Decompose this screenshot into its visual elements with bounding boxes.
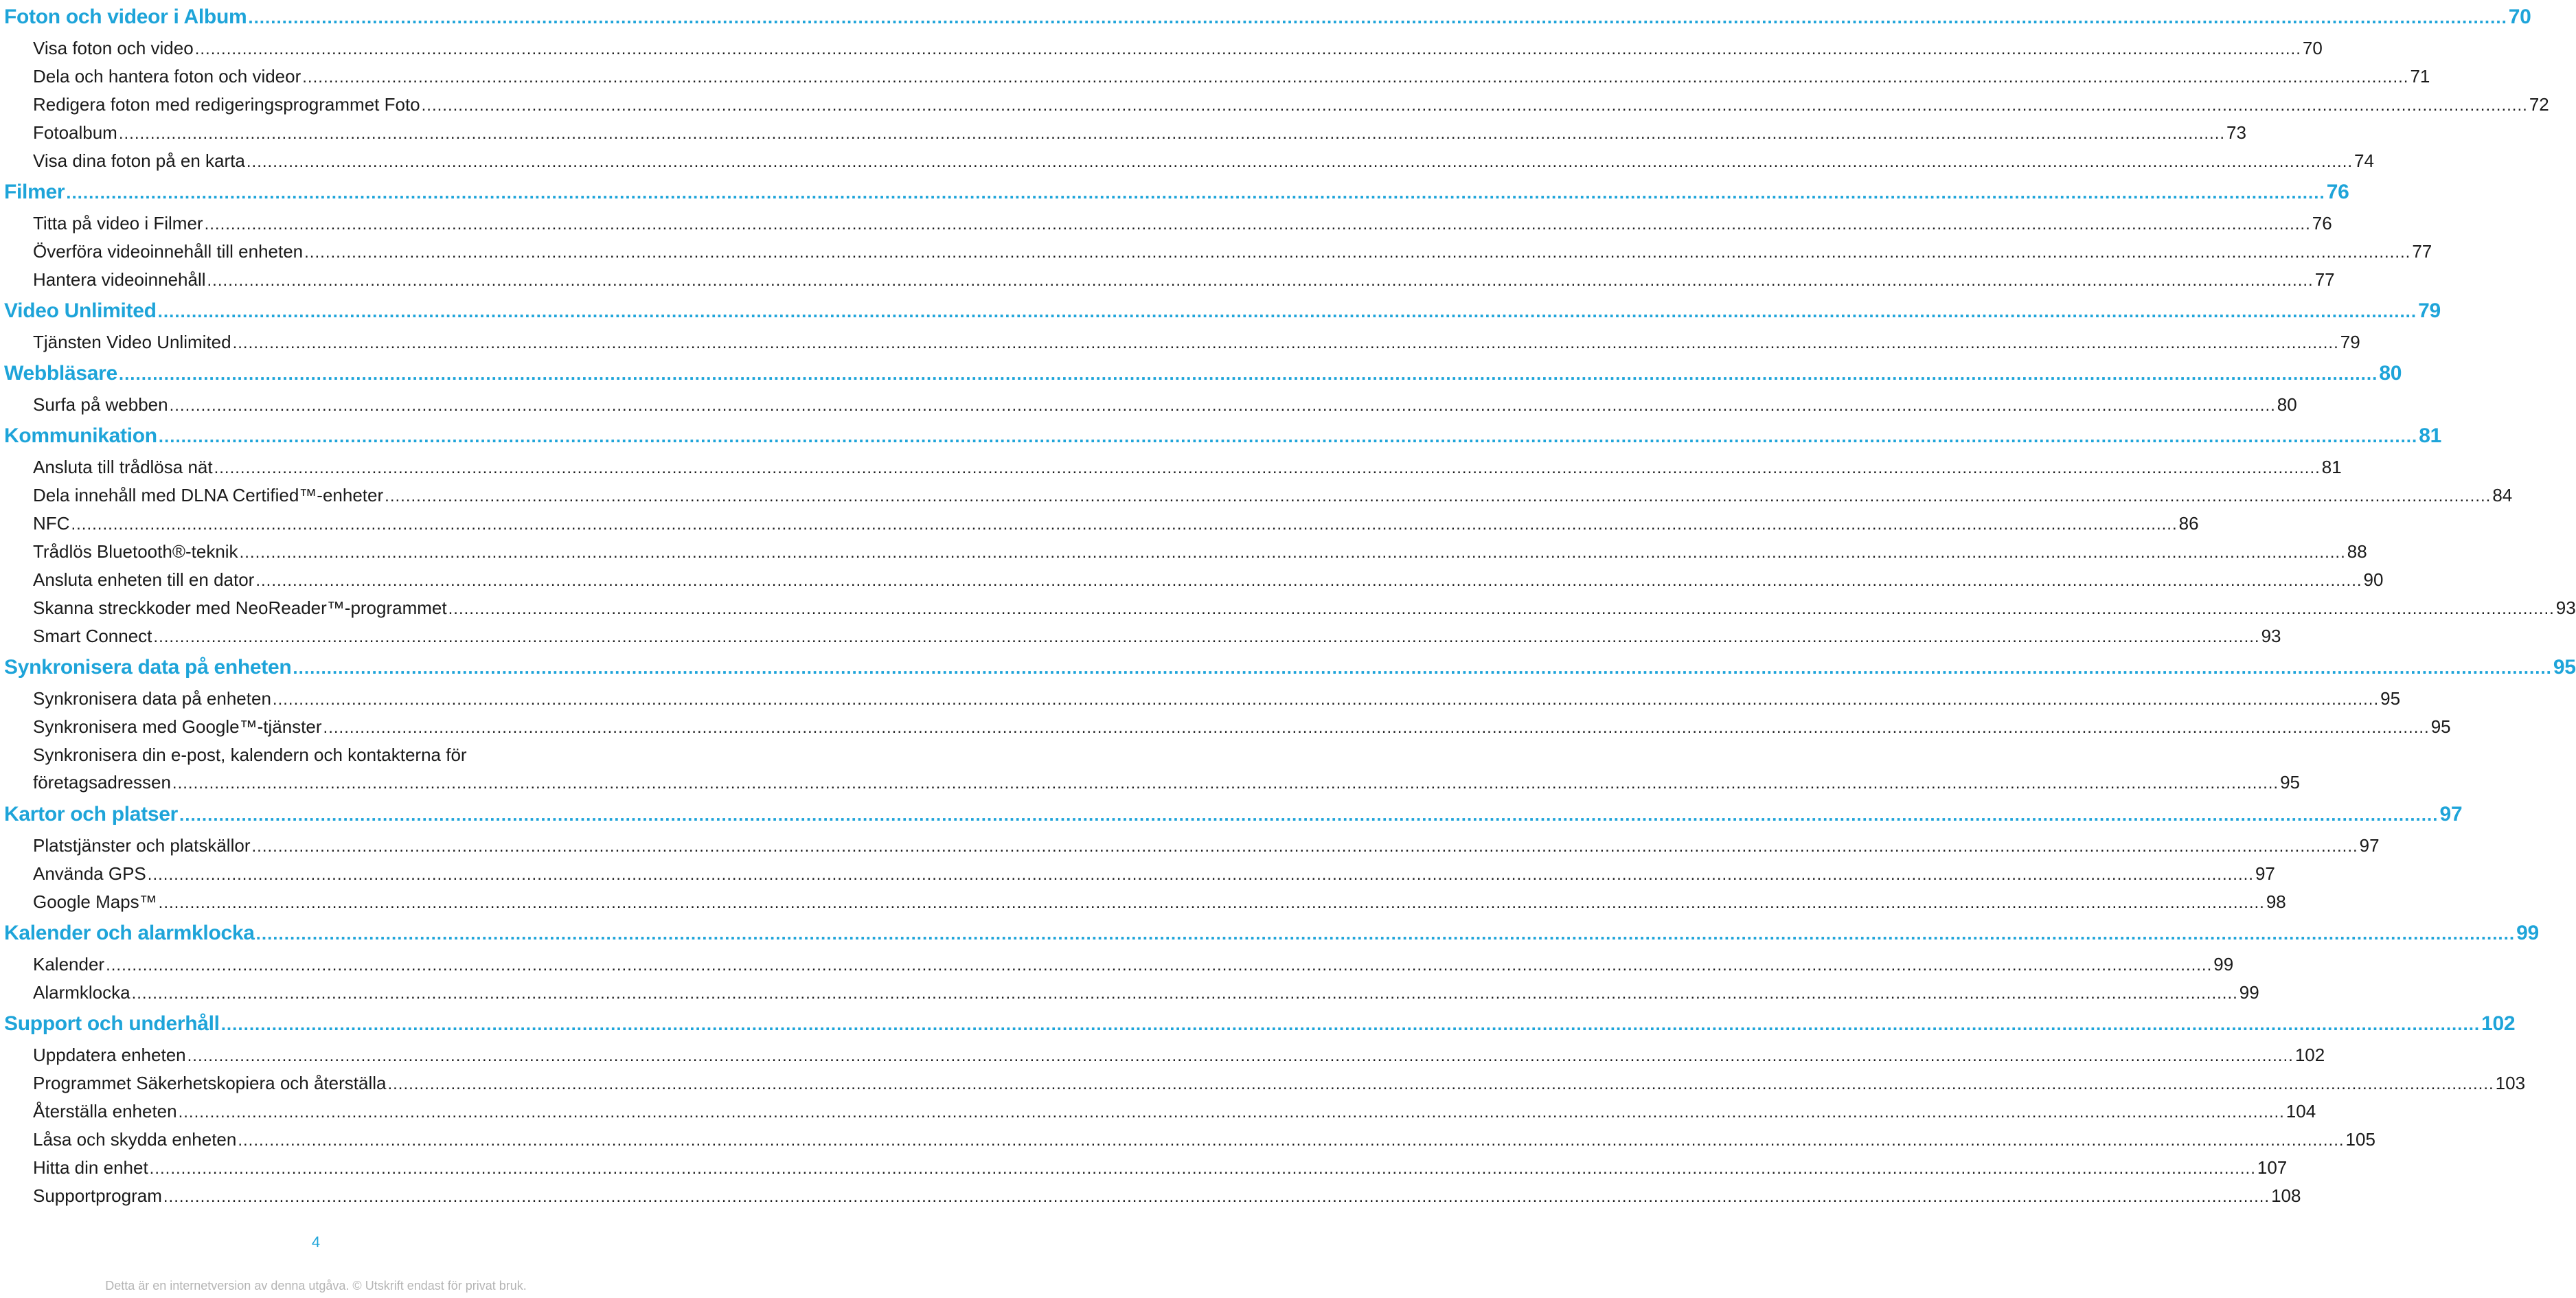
toc-page-number: 108 xyxy=(2271,1185,2301,1206)
toc-entry-title: Hantera videoinnehåll xyxy=(33,269,206,290)
toc-page-number: 107 xyxy=(2257,1157,2288,1178)
dot-leader: ................................................................................................................................................................................................................................................................................................................................................................................................................ xyxy=(178,1103,2285,1121)
page-number: 4 xyxy=(311,1233,321,1251)
toc-chapter-entry[interactable] xyxy=(4,419,2442,453)
dot-leader: ................................................................................................................................................................................................................................................................................................................................................................................................................ xyxy=(157,301,2417,321)
dot-leader: ................................................................................................................................................................................................................................................................................................................................................................................................................ xyxy=(71,515,2178,534)
dot-leader: ................................................................................................................................................................................................................................................................................................................................................................................................................ xyxy=(255,923,2516,944)
toc-page-number: 76 xyxy=(2326,181,2349,203)
toc-section-entry[interactable] xyxy=(4,979,2259,1007)
toc-entry-title: Kalender xyxy=(33,954,105,975)
dot-leader: ................................................................................................................................................................................................................................................................................................................................................................................................................ xyxy=(158,893,2265,912)
toc-section-entry[interactable] xyxy=(4,950,2234,979)
dot-leader: ................................................................................................................................................................................................................................................................................................................................................................................................................ xyxy=(179,804,2439,825)
toc-page-number: 99 xyxy=(2516,922,2539,944)
toc-entry-title: Visa foton och video xyxy=(33,38,194,58)
toc-section-entry[interactable] xyxy=(4,34,2323,62)
dot-leader: ................................................................................................................................................................................................................................................................................................................................................................................................................ xyxy=(66,182,2325,203)
toc-page-number: 97 xyxy=(2359,835,2380,856)
dot-leader: ................................................................................................................................................................................................................................................................................................................................................................................................................ xyxy=(118,363,2378,384)
toc-entry-title: Återställa enheten xyxy=(33,1101,177,1121)
toc-entry-title-continued-line xyxy=(33,768,2301,797)
toc-chapter-entry[interactable] xyxy=(4,356,2402,391)
dot-leader: ................................................................................................................................................................................................................................................................................................................................................................................................................ xyxy=(302,68,2409,87)
dot-leader: ................................................................................................................................................................................................................................................................................................................................................................................................................ xyxy=(272,690,2380,709)
toc-section-entry[interactable] xyxy=(4,91,2549,119)
toc-entry-title: Överföra videoinnehåll till enheten xyxy=(33,241,304,262)
toc-entry-title: Låsa och skydda enheten xyxy=(33,1129,237,1150)
toc-entry-title: Smart Connect xyxy=(33,626,152,646)
dot-leader: ................................................................................................................................................................................................................................................................................................................................................................................................................ xyxy=(194,40,2301,58)
toc-page-number: 102 xyxy=(2481,1012,2516,1035)
toc-entry-title: Platstjänster och platskällor xyxy=(33,835,251,856)
toc-page-number: 71 xyxy=(2410,66,2430,87)
toc-section-entry[interactable] xyxy=(4,453,2342,481)
toc-page-number: 76 xyxy=(2312,213,2332,234)
dot-leader: ................................................................................................................................................................................................................................................................................................................................................................................................................ xyxy=(118,124,2226,143)
toc-section-entry[interactable] xyxy=(4,566,2384,594)
dot-leader: ................................................................................................................................................................................................................................................................................................................................................................................................................ xyxy=(163,1187,2270,1206)
toc-page-number: 97 xyxy=(2255,863,2275,884)
toc-section-entry[interactable] xyxy=(4,538,2367,566)
toc-section-entry[interactable] xyxy=(4,685,2401,713)
dot-leader: ................................................................................................................................................................................................................................................................................................................................................................................................................ xyxy=(255,571,2362,590)
toc-chapter-entry[interactable] xyxy=(4,1007,2516,1041)
toc-chapter-entry[interactable] xyxy=(4,650,2576,685)
toc-entry-title: Webbläsare xyxy=(4,362,117,385)
toc-section-entry[interactable] xyxy=(4,713,2451,741)
toc-chapter-entry[interactable] xyxy=(4,294,2441,328)
toc-entry-title: Synkronisera data på enheten xyxy=(33,688,271,709)
toc-entry-title: Synkronisera din e-post, kalendern och kontakterna för xyxy=(33,744,467,765)
toc-page-number: 77 xyxy=(2314,269,2335,290)
toc-section-entry[interactable] xyxy=(4,860,2275,888)
toc-entry-title: Kalender och alarmklocka xyxy=(4,922,255,944)
toc-entry-title: Använda GPS xyxy=(33,863,146,884)
toc-page-number: 95 xyxy=(2553,656,2576,679)
toc-entry-title: Fotoalbum xyxy=(33,122,117,143)
toc-entry-title: Tjänsten Video Unlimited xyxy=(33,332,231,352)
dot-leader: ................................................................................................................................................................................................................................................................................................................................................................................................................ xyxy=(172,774,2279,793)
toc-entry-title: Synkronisera data på enheten xyxy=(4,656,292,679)
dot-leader: ................................................................................................................................................................................................................................................................................................................................................................................................................ xyxy=(169,396,2276,415)
toc-entry-title: Visa dina foton på en karta xyxy=(33,150,245,171)
toc-entry-title: Kommunikation xyxy=(4,424,157,447)
toc-entry-title: Dela innehåll med DLNA Certified™-enheter xyxy=(33,485,384,505)
toc-section-entry[interactable] xyxy=(4,510,2199,538)
toc-page-number: 95 xyxy=(2380,688,2401,709)
toc-entry-title: Uppdatera enheten xyxy=(33,1045,186,1065)
dot-leader: ................................................................................................................................................................................................................................................................................................................................................................................................................ xyxy=(238,1131,2345,1150)
toc-entry-title: Alarmklocka xyxy=(33,982,130,1003)
toc-page-number: 88 xyxy=(2347,541,2367,562)
toc-page-number: 80 xyxy=(2379,362,2402,385)
toc-section-entry[interactable] xyxy=(4,328,2360,356)
toc-chapter-entry[interactable] xyxy=(4,175,2349,209)
toc-section-entry[interactable] xyxy=(4,1041,2325,1069)
dot-leader: ................................................................................................................................................................................................................................................................................................................................................................................................................ xyxy=(131,984,2238,1003)
toc-page-number: 86 xyxy=(2178,513,2199,534)
toc-chapter-entry[interactable] xyxy=(4,0,2531,34)
toc-page-number: 84 xyxy=(2492,485,2513,505)
toc-section-entry[interactable] xyxy=(4,594,2576,622)
dot-leader: ................................................................................................................................................................................................................................................................................................................................................................................................................ xyxy=(147,865,2254,884)
toc-page-number: 93 xyxy=(2555,597,2576,618)
toc-page-number: 95 xyxy=(2430,716,2451,737)
toc-section-entry[interactable] xyxy=(4,238,2432,266)
toc-entry-title: Google Maps™ xyxy=(33,891,157,912)
dot-leader: ................................................................................................................................................................................................................................................................................................................................................................................................................ xyxy=(239,543,2346,562)
toc-page-number: 103 xyxy=(2495,1073,2526,1093)
toc-section-entry[interactable] xyxy=(4,832,2380,860)
toc-entry-title: Surfa på webben xyxy=(33,394,168,415)
toc-page-number: 90 xyxy=(2363,569,2384,590)
dot-leader: ................................................................................................................................................................................................................................................................................................................................................................................................................ xyxy=(304,243,2411,262)
toc-page-number: 70 xyxy=(2302,38,2323,58)
toc-chapter-entry[interactable] xyxy=(4,916,2539,950)
toc-page-number: 81 xyxy=(2419,424,2442,447)
dot-leader: ................................................................................................................................................................................................................................................................................................................................................................................................................ xyxy=(293,657,2552,678)
footer-note: Detta är en internetversion av denna utgåva. © Utskrift endast för privat bruk. xyxy=(105,1279,527,1293)
toc-page-number: 73 xyxy=(2226,122,2246,143)
toc-entry-title: Skanna streckkoder med NeoReader™-programmet xyxy=(33,597,447,618)
toc-entry-title: Foton och videor i Album xyxy=(4,5,247,28)
toc-page-number: 79 xyxy=(2340,332,2360,352)
toc-page-number: 93 xyxy=(2261,626,2281,646)
toc-entry-title: Trådlös Bluetooth®-teknik xyxy=(33,541,238,562)
toc-entry-title: Filmer xyxy=(4,181,65,203)
dot-leader: ................................................................................................................................................................................................................................................................................................................................................................................................................ xyxy=(323,718,2430,737)
toc-section-entry[interactable] xyxy=(4,147,2374,175)
toc-section-entry[interactable] xyxy=(4,1182,2301,1210)
toc-page-number: 70 xyxy=(2508,5,2531,28)
toc-section-entry[interactable] xyxy=(4,1097,2316,1126)
toc-section-entry[interactable] xyxy=(4,622,2281,650)
dot-leader: ................................................................................................................................................................................................................................................................................................................................................................................................................ xyxy=(158,426,2418,446)
toc-entry-title: Dela och hantera foton och videor xyxy=(33,66,301,87)
toc-section-entry[interactable] xyxy=(4,119,2246,147)
toc-section-entry[interactable] xyxy=(4,888,2286,916)
toc-chapter-entry[interactable] xyxy=(4,797,2463,832)
toc-section-entry[interactable] xyxy=(4,209,2332,238)
toc-section-entry[interactable] xyxy=(4,741,2301,797)
dot-leader: ................................................................................................................................................................................................................................................................................................................................................................................................................ xyxy=(251,837,2358,856)
toc-page-number: 81 xyxy=(2321,457,2342,477)
dot-leader: ................................................................................................................................................................................................................................................................................................................................................................................................................ xyxy=(204,215,2311,234)
table-of-contents xyxy=(4,0,2576,1210)
toc-entry-title: Ansluta till trådlösa nät xyxy=(33,457,213,477)
toc-section-entry[interactable] xyxy=(4,1126,2375,1154)
toc-entry-title: Redigera foton med redigeringsprogrammet Foto xyxy=(33,94,420,115)
dot-leader: ................................................................................................................................................................................................................................................................................................................................................................................................................ xyxy=(187,1047,2294,1065)
dot-leader: ................................................................................................................................................................................................................................................................................................................................................................................................................ xyxy=(220,1014,2481,1034)
dot-leader: ................................................................................................................................................................................................................................................................................................................................................................................................................ xyxy=(248,7,2507,27)
dot-leader: ................................................................................................................................................................................................................................................................................................................................................................................................................ xyxy=(421,96,2528,115)
toc-page-number: 95 xyxy=(2280,772,2301,793)
toc-entry-title: Supportprogram xyxy=(33,1185,162,1206)
toc-section-entry[interactable] xyxy=(4,1154,2288,1182)
dot-leader: ................................................................................................................................................................................................................................................................................................................................................................................................................ xyxy=(149,1159,2256,1178)
dot-leader: ................................................................................................................................................................................................................................................................................................................................................................................................................ xyxy=(232,334,2339,352)
toc-page-number: 74 xyxy=(2354,150,2374,171)
toc-section-entry[interactable] xyxy=(4,62,2430,91)
toc-page-number: 99 xyxy=(2213,954,2234,975)
dot-leader: ................................................................................................................................................................................................................................................................................................................................................................................................................ xyxy=(106,956,2213,975)
toc-entry-title: Kartor och platser xyxy=(4,803,178,826)
toc-section-entry[interactable] xyxy=(4,1069,2526,1097)
toc-entry-title-continued: företagsadressen xyxy=(33,772,171,793)
toc-page-number: 77 xyxy=(2412,241,2432,262)
toc-page-number: 104 xyxy=(2286,1101,2316,1121)
toc-page-number: 72 xyxy=(2529,94,2549,115)
toc-entry-title: Synkronisera med Google™-tjänster xyxy=(33,716,322,737)
toc-entry-title: Hitta din enhet xyxy=(33,1157,148,1178)
dot-leader: ................................................................................................................................................................................................................................................................................................................................................................................................................ xyxy=(153,628,2260,646)
toc-page-number: 105 xyxy=(2345,1129,2375,1150)
toc-entry-title: NFC xyxy=(33,513,70,534)
dot-leader: ................................................................................................................................................................................................................................................................................................................................................................................................................ xyxy=(387,1075,2494,1093)
toc-entry-title: Programmet Säkerhetskopiera och återställa xyxy=(33,1073,387,1093)
toc-entry-title: Ansluta enheten till en dator xyxy=(33,569,255,590)
dot-leader: ................................................................................................................................................................................................................................................................................................................................................................................................................ xyxy=(385,487,2492,505)
toc-page-number: 98 xyxy=(2266,891,2286,912)
dot-leader: ................................................................................................................................................................................................................................................................................................................................................................................................................ xyxy=(214,459,2321,477)
toc-page-number: 97 xyxy=(2439,803,2463,826)
toc-page-number: 80 xyxy=(2277,394,2297,415)
dot-leader: ................................................................................................................................................................................................................................................................................................................................................................................................................ xyxy=(207,271,2314,290)
toc-section-entry[interactable] xyxy=(4,266,2335,294)
toc-entry-title: Video Unlimited xyxy=(4,299,157,322)
toc-section-entry[interactable] xyxy=(4,391,2297,419)
toc-entry-title: Support och underhåll xyxy=(4,1012,220,1035)
dot-leader: ................................................................................................................................................................................................................................................................................................................................................................................................................ xyxy=(448,600,2555,618)
toc-section-entry[interactable] xyxy=(4,481,2513,510)
toc-page-number: 99 xyxy=(2239,982,2259,1003)
toc-page-number: 79 xyxy=(2418,299,2441,322)
dot-leader: ................................................................................................................................................................................................................................................................................................................................................................................................................ xyxy=(246,152,2353,171)
toc-entry-title: Titta på video i Filmer xyxy=(33,213,203,234)
toc-page-number: 102 xyxy=(2294,1045,2325,1065)
